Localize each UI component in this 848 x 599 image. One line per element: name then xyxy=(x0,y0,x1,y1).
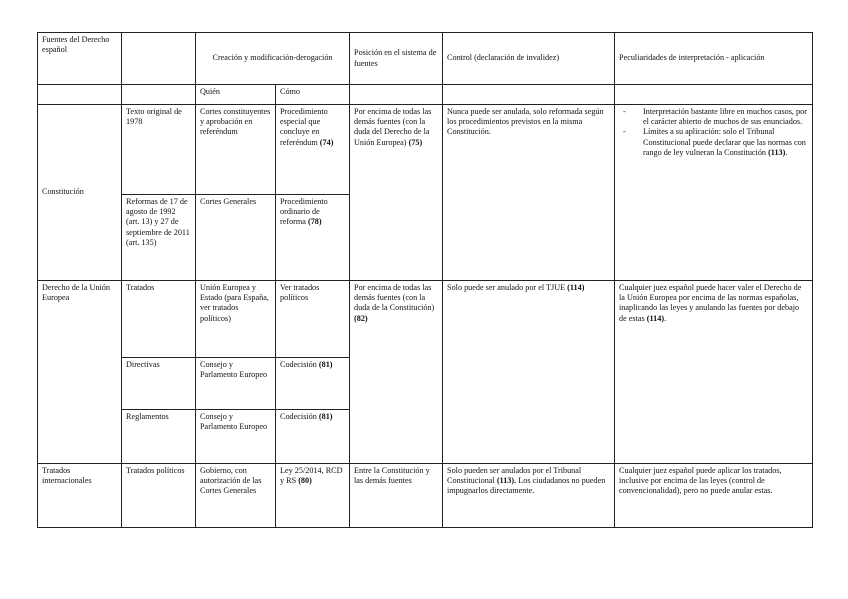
cell-position: Por encima de todas las demás fuentes (con la duda de la Constitución) (82) xyxy=(350,281,443,464)
cell-who: Consejo y Parlamento Europeo xyxy=(196,410,276,464)
table-row xyxy=(38,281,813,358)
subheader-row xyxy=(38,85,813,105)
cell-type: Reformas de 17 de agosto de 1992 (art. 13) y 27 de septiembre de 2011 (art. 135) xyxy=(122,195,196,281)
cell-who: Cortes constituyentes y aprobación en referéndum xyxy=(196,105,276,195)
cell-control: Solo puede ser anulado por el TJUE (114) xyxy=(443,281,615,464)
cell-type: Tratados xyxy=(122,281,196,358)
source-constitucion: Constitución xyxy=(38,105,122,281)
header-sources: Fuentes del Derecho español xyxy=(38,33,122,85)
table-row xyxy=(38,464,813,528)
cell-how: Ley 25/2014, RCD y RS (80) xyxy=(276,464,350,528)
list-item: - Interpretación bastante libre en muchos casos, por el carácter abierto de muchos de sus enunciados. xyxy=(643,107,808,127)
cell-peculiarities: Cualquier juez español puede aplicar los tratados, inclusive por encima de las leyes (control de convencionalidad), pero no puede anular estas. xyxy=(615,464,813,528)
header-creation: Creación y modificación-derogación xyxy=(196,33,350,85)
cell-position: Por encima de todas las demás fuentes (con la duda del Derecho de la Unión Europea) (75) xyxy=(350,105,443,281)
table-row xyxy=(38,105,813,195)
cell-how: Codecisión (81) xyxy=(276,410,350,464)
cell-control: Solo pueden ser anulados por el Tribunal Constitucional (113). Los ciudadanos no pueden impugnarlos directamente. xyxy=(443,464,615,528)
cell-how: Ver tratados políticos xyxy=(276,281,350,358)
cell-how: Procedimiento especial que concluye en referéndum (74) xyxy=(276,105,350,195)
sources-table xyxy=(37,32,813,528)
cell-type: Directivas xyxy=(122,358,196,410)
cell-position: Entre la Constitución y las demás fuentes xyxy=(350,464,443,528)
cell-type: Texto original de 1978 xyxy=(122,105,196,195)
cell-peculiarities xyxy=(615,105,813,281)
list-item: - Límites a su aplicación: solo el Tribunal Constitucional puede declarar que las normas con rango de ley vulneran la Constitución (113). xyxy=(643,127,808,158)
source-ue: Derecho de la Unión Europea xyxy=(38,281,122,464)
cell-type: Reglamentos xyxy=(122,410,196,464)
cell-how: Codecisión (81) xyxy=(276,358,350,410)
cell-how: Procedimiento ordinario de reforma (78) xyxy=(276,195,350,281)
header-control: Control (declaración de invalidez) xyxy=(443,33,615,85)
header-empty xyxy=(122,33,196,85)
cell-who: Unión Europea y Estado (para España, ver tratados políticos) xyxy=(196,281,276,358)
cell-who: Cortes Generales xyxy=(196,195,276,281)
header-peculiarities: Peculiaridades de interpretación - aplicación xyxy=(615,33,813,85)
cell-control: Nunca puede ser anulada, solo reformada según los procedimientos previstos en la misma Constitución. xyxy=(443,105,615,281)
header-who: Quién xyxy=(196,85,276,105)
header-how: Cómo xyxy=(276,85,350,105)
header-position: Posición en el sistema de fuentes xyxy=(350,33,443,85)
source-tratados: Tratados internacionales xyxy=(38,464,122,528)
header-row xyxy=(38,33,813,85)
cell-type: Tratados políticos xyxy=(122,464,196,528)
cell-peculiarities: Cualquier juez español puede hacer valer el Derecho de la Unión Europea por encima de las normas españolas, inaplicando las leyes y anulando las fuentes por debajo de estas (114). xyxy=(615,281,813,464)
cell-who: Consejo y Parlamento Europeo xyxy=(196,358,276,410)
cell-who: Gobierno, con autorización de las Cortes Generales xyxy=(196,464,276,528)
